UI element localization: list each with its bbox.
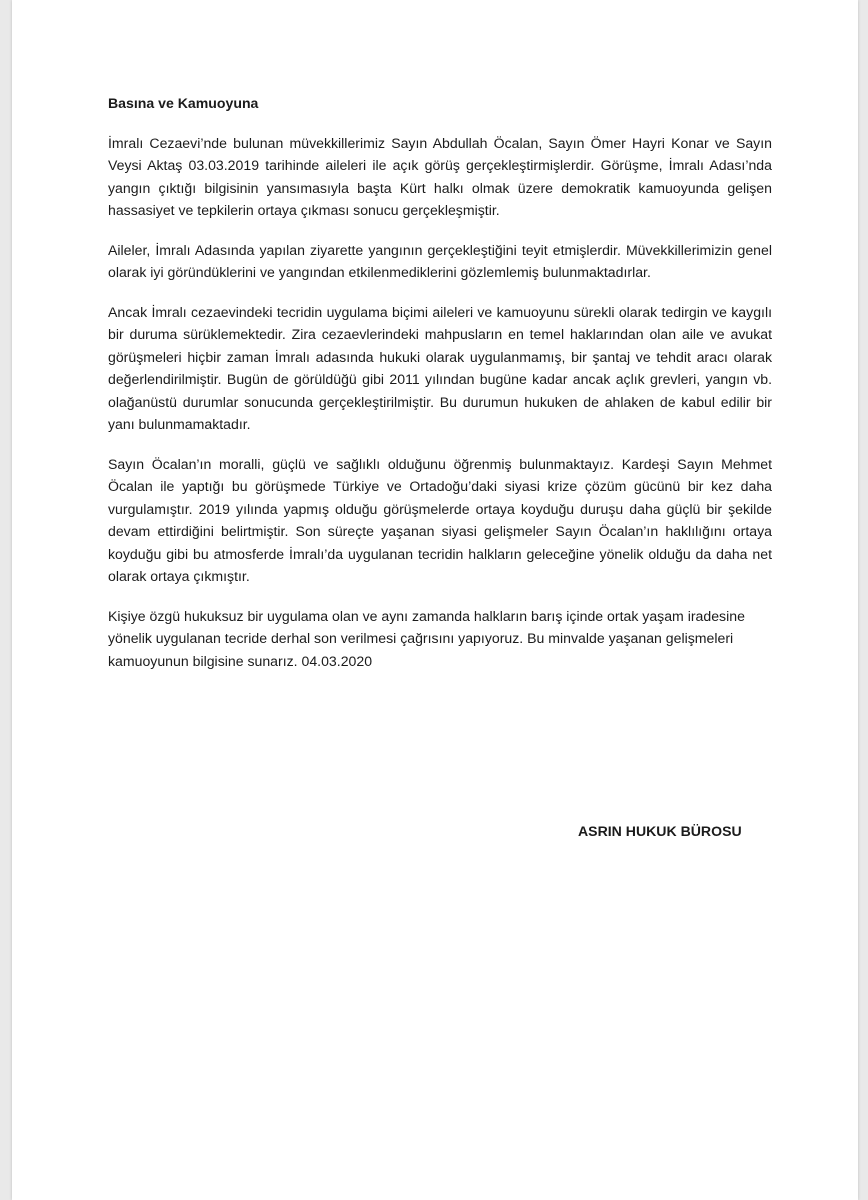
paragraph-isolation-concern: Ancak İmralı cezaevindeki tecridin uygulama biçimi aileleri ve kamuoyunu sürekli olarak tedirgin ve kaygılı bir duruma sürüklemektedir. Zira cezaevlerindeki mahpusların en temel haklarından olan aile ve avukat görüşmeleri hiçbir zaman İmralı adasında hukuki olarak uygulanmamış, bir şantaj ve tehdit aracı olarak değerlendirilmiştir. Bugün de görüldüğü gibi 2011 yılından bugüne kadar ancak açlık grevleri, yangın vb. olağanüstü durumlar sonucunda gerçekleştirilmiştir. Bu durumun hukuken de ahlaken de kabul edilir bir yanı bulunmamaktadır. (108, 303, 772, 432)
paragraph-fire-confirmation: Aileler, İmralı Adasında yapılan ziyarette yangının gerçekleştiğini teyit etmişlerdir. Müvekkillerimizin genel olarak iyi göründüklerini ve yangından etkilenmediklerini gözlemlemiş bulunmaktadırlar. (108, 241, 772, 280)
document-page (12, 0, 858, 1200)
paragraph-ocalan-health: Sayın Öcalan’ın moralli, güçlü ve sağlıklı olduğunu öğrenmiş bulunmaktayız. Kardeşi Sayın Mehmet Öcalan ile yaptığı bu görüşmede Türkiye ve Ortadoğu’daki siyasi krize çözüm gücünü bir kez daha vurgulamıştır. 2019 yılında yapmış olduğu görüşmelerde ortaya koyduğu duruşu daha güçlü bir şekilde devam ettirdiğini belirtmiştir. Son süreçte yaşanan siyasi gelişmeler Sayın Öcalan’ın haklılığını ortaya koyduğu gibi bu atmosferde İmralı’da uygulanan tecridin halkların geleceğine yönelik olduğu da daha net olarak ortaya çıkmıştır. (108, 455, 772, 584)
document-body (108, 92, 772, 689)
document-heading: Basına ve Kamuoyuna (108, 95, 259, 111)
paragraph-call-to-end-isolation: Kişiye özgü hukuksuz bir uygulama olan ve aynı zamanda halkların barış içinde ortak yaşam iradesine yönelik uygulanan tecride derhal son verilmesi çağrısını yapıyoruz. Bu minvalde yaşanan gelişmeleri kamuoyunun bilgisine sunarız. 04.03.2020 (108, 607, 745, 669)
signature-law-office: ASRIN HUKUK BÜROSU (578, 823, 742, 839)
paragraph-visit-announcement: İmralı Cezaevi’nde bulunan müvekkillerimiz Sayın Abdullah Öcalan, Sayın Ömer Hayri Konar ve Sayın Veysi Aktaş 03.03.2019 tarihinde aileleri ile açık görüş gerçekleştirmişlerdir. Görüşme, İmralı Adası’nda yangın çıktığı bilgisinin yansımasıyla başta Kürt halkı olmak üzere demokratik kamuoyunda gelişen hassasiyet ve tepkilerin ortaya çıkması sonucu gerçekleşmiştir. (108, 134, 772, 218)
